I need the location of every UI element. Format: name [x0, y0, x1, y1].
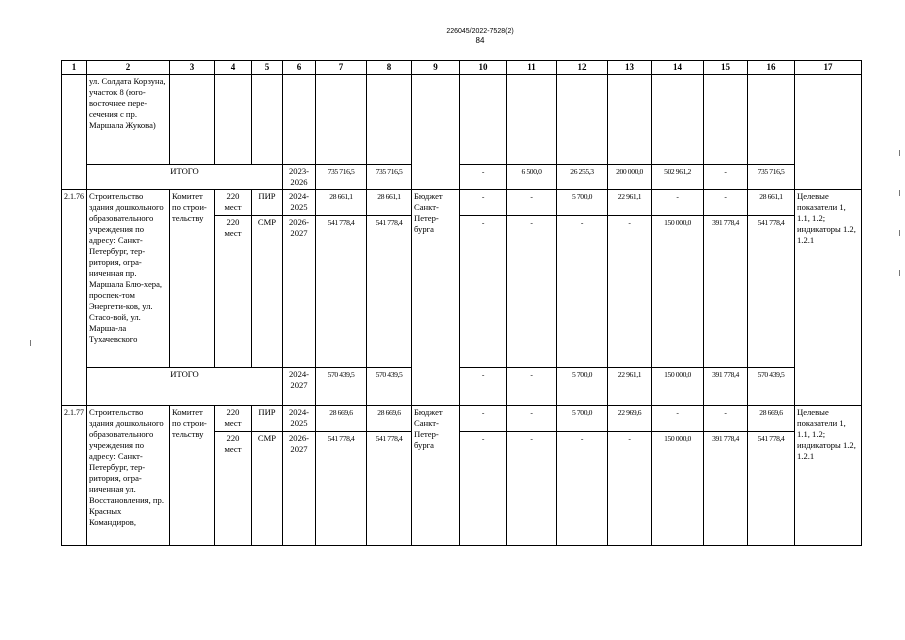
years-cell — [283, 75, 316, 165]
value-7: 541 778,4 — [316, 432, 367, 546]
value-11: - — [507, 216, 557, 368]
value-7: 28 661,1 — [316, 190, 367, 216]
column-number: 13 — [608, 61, 652, 75]
value-11: - — [507, 190, 557, 216]
value-cell — [652, 75, 704, 165]
column-number-row — [62, 61, 862, 75]
total-years: 2023-2026 — [283, 165, 316, 190]
value-cell — [608, 75, 652, 165]
value-10: - — [460, 406, 507, 432]
column-number: 2 — [87, 61, 170, 75]
value-cell — [704, 75, 748, 165]
entry-funding: Бюджет Санкт-Петер-бурга — [412, 406, 460, 546]
value-12: 5 700,0 — [557, 190, 608, 216]
value-cell — [367, 75, 412, 165]
total-value-10: - — [460, 368, 507, 406]
indicators-cell — [795, 75, 862, 190]
column-number: 12 — [557, 61, 608, 75]
value-14: - — [652, 406, 704, 432]
total-label: ИТОГО — [87, 368, 283, 406]
column-number: 15 — [704, 61, 748, 75]
value-8: 28 661,1 — [367, 190, 412, 216]
total-value-12: 5 700,0 — [557, 368, 608, 406]
entry-description: Строительство здания дошкольного образовательного учреждения по адресу: Санкт-Петербург, тер-ритория, огра-ниченная ул. Восстановления, пр. Красных Командиров, — [87, 406, 170, 546]
scan-artifact — [30, 340, 31, 346]
value-13: - — [608, 216, 652, 368]
total-value-7: 570 439,5 — [316, 368, 367, 406]
value-10: - — [460, 432, 507, 546]
total-value-13: 200 000,0 — [608, 165, 652, 190]
total-value-16: 570 439,5 — [748, 368, 795, 406]
value-14: 150 000,0 — [652, 432, 704, 546]
value-13: 22 961,1 — [608, 190, 652, 216]
total-value-11: 6 500,0 — [507, 165, 557, 190]
entry-number: 2.1.77 — [62, 406, 87, 546]
entry-executor: Комитет по строи-тельству — [170, 406, 215, 546]
address-continuation: ул. Солдата Корзуна, участок 8 (юго-восточнее пере-сечения с пр. Маршала Жукова) — [87, 75, 170, 165]
document-number: 226045/2022-7528(2) — [446, 28, 514, 35]
column-number: 10 — [460, 61, 507, 75]
entry-description: Строительство здания дошкольного образовательного учреждения по адресу: Санкт-Петербург, тер-ритория, огра-ниченная пр. Маршала Блю-хера, проспек-том Энергети-ков, ул. Стасо-вой, ул. Марша-ла Тухачевского — [87, 190, 170, 368]
work-type: СМР — [252, 432, 283, 546]
work-type-cell — [252, 75, 283, 165]
column-number: 17 — [795, 61, 862, 75]
program-table — [61, 60, 862, 546]
entry-funding: Бюджет Санкт-Петер-бурга — [412, 190, 460, 406]
value-10: - — [460, 216, 507, 368]
value-15: - — [704, 406, 748, 432]
value-cell — [557, 75, 608, 165]
years: 2024-2025 — [283, 406, 316, 432]
total-value-7: 735 716,5 — [316, 165, 367, 190]
years: 2024-2025 — [283, 190, 316, 216]
years: 2026-2027 — [283, 216, 316, 368]
value-13: - — [608, 432, 652, 546]
value-10: - — [460, 190, 507, 216]
entry-indicators: Целевые показатели 1, 1.1, 1.2; индикаторы 1.2, 1.2.1 — [795, 406, 862, 546]
capacity: 220 мест — [215, 432, 252, 546]
value-14: 150 000,0 — [652, 216, 704, 368]
continuation-row — [62, 75, 862, 165]
value-7: 541 778,4 — [316, 216, 367, 368]
column-number: 11 — [507, 61, 557, 75]
work-type: СМР — [252, 216, 283, 368]
total-years: 2024-2027 — [283, 368, 316, 406]
total-value-8: 735 716,5 — [367, 165, 412, 190]
value-12: - — [557, 216, 608, 368]
value-8: 28 669,6 — [367, 406, 412, 432]
value-7: 28 669,6 — [316, 406, 367, 432]
value-11: - — [507, 432, 557, 546]
column-number: 7 — [316, 61, 367, 75]
value-cell — [748, 75, 795, 165]
value-16: 28 669,6 — [748, 406, 795, 432]
value-13: 22 969,6 — [608, 406, 652, 432]
column-number: 8 — [367, 61, 412, 75]
work-type: ПИР — [252, 406, 283, 432]
value-15: 391 778,4 — [704, 432, 748, 546]
column-number: 3 — [170, 61, 215, 75]
total-label: ИТОГО — [87, 165, 283, 190]
years: 2026-2027 — [283, 432, 316, 546]
entry-total-row — [62, 368, 862, 406]
entry-row-pir — [62, 406, 862, 432]
total-value-13: 22 961,1 — [608, 368, 652, 406]
scan-artifact — [899, 230, 900, 236]
value-15: 391 778,4 — [704, 216, 748, 368]
total-value-15: 391 778,4 — [704, 368, 748, 406]
column-number: 6 — [283, 61, 316, 75]
value-15: - — [704, 190, 748, 216]
value-16: 28 661,1 — [748, 190, 795, 216]
entry-executor: Комитет по строи-тельству — [170, 190, 215, 368]
total-value-12: 26 255,3 — [557, 165, 608, 190]
funding-cell — [412, 75, 460, 190]
entry-number-cell — [62, 75, 87, 190]
scan-artifact — [899, 150, 900, 156]
column-number: 1 — [62, 61, 87, 75]
total-value-14: 502 961,2 — [652, 165, 704, 190]
value-12: - — [557, 432, 608, 546]
entry-number: 2.1.76 — [62, 190, 87, 406]
value-12: 5 700,0 — [557, 406, 608, 432]
total-value-15: - — [704, 165, 748, 190]
column-number: 4 — [215, 61, 252, 75]
capacity: 220 мест — [215, 406, 252, 432]
entry-row-pir — [62, 190, 862, 216]
column-number: 9 — [412, 61, 460, 75]
capacity-cell — [215, 75, 252, 165]
capacity: 220 мест — [215, 216, 252, 368]
column-number: 16 — [748, 61, 795, 75]
total-value-16: 735 716,5 — [748, 165, 795, 190]
total-value-8: 570 439,5 — [367, 368, 412, 406]
value-cell — [316, 75, 367, 165]
total-value-11: - — [507, 368, 557, 406]
value-16: 541 778,4 — [748, 216, 795, 368]
executor-cell — [170, 75, 215, 165]
scan-artifact — [899, 270, 900, 276]
value-11: - — [507, 406, 557, 432]
value-8: 541 778,4 — [367, 432, 412, 546]
total-value-14: 150 000,0 — [652, 368, 704, 406]
page-number: 84 — [475, 36, 485, 45]
value-cell — [460, 75, 507, 165]
value-cell — [507, 75, 557, 165]
scan-artifact — [899, 190, 900, 196]
column-number: 14 — [652, 61, 704, 75]
capacity: 220 мест — [215, 190, 252, 216]
work-type: ПИР — [252, 190, 283, 216]
entry-indicators: Целевые показатели 1, 1.1, 1.2; индикаторы 1.2, 1.2.1 — [795, 190, 862, 406]
value-16: 541 778,4 — [748, 432, 795, 546]
column-number: 5 — [252, 61, 283, 75]
value-8: 541 778,4 — [367, 216, 412, 368]
total-value-10: - — [460, 165, 507, 190]
value-14: - — [652, 190, 704, 216]
total-row — [62, 165, 862, 190]
